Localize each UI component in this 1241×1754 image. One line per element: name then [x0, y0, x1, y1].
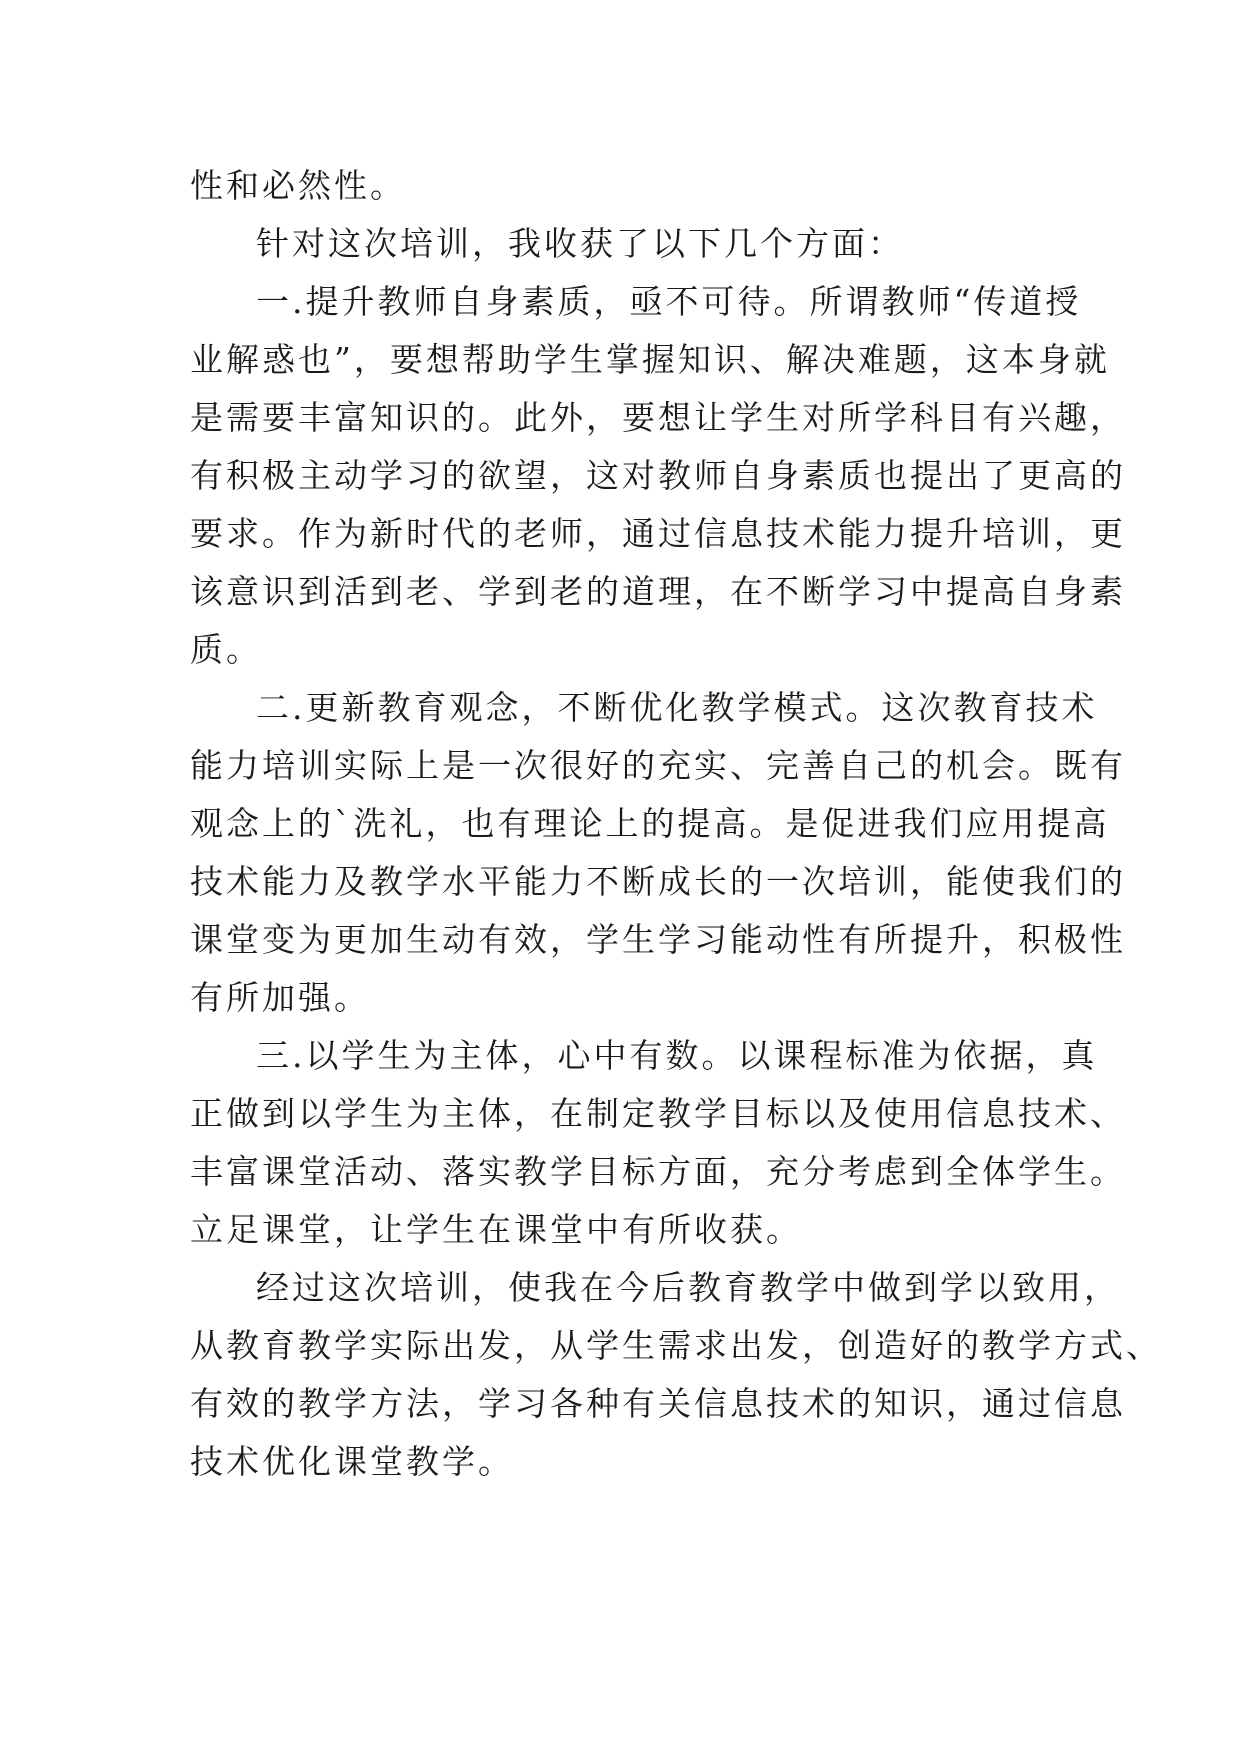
text-line: 有积极主动学习的欲望，这对教师自身素质也提出了更高的 [190, 456, 1126, 495]
text-line: 业解惑也”，要想帮助学生掌握知识、解决难题，这本身就 [190, 340, 1110, 379]
text-line: 有效的教学方法，学习各种有关信息技术的知识，通过信息 [190, 1384, 1126, 1423]
text-line: 质。 [190, 630, 262, 669]
document-body [190, 157, 1162, 1491]
text-line: 是需要丰富知识的。此外，要想让学生对所学科目有兴趣， [190, 398, 1126, 437]
text-line: 技术能力及教学水平能力不断成长的一次培训，能使我们的 [190, 862, 1126, 901]
text-line: 丰富课堂活动、落实教学目标方面，充分考虑到全体学生。 [190, 1152, 1126, 1191]
text-line: 该意识到活到老、学到老的道理，在不断学习中提高自身素 [190, 572, 1126, 611]
text-line: 有所加强。 [190, 978, 370, 1017]
text-line: 二.更新教育观念，不断优化教学模式。这次教育技术 [256, 688, 1098, 727]
text-line: 经过这次培训，使我在今后教育教学中做到学以致用， [256, 1268, 1120, 1307]
text-line: 观念上的`洗礼，也有理论上的提高。是促进我们应用提高 [190, 804, 1110, 843]
text-line: 针对这次培训，我收获了以下几个方面： [256, 224, 904, 263]
text-line: 技术优化课堂教学。 [190, 1442, 514, 1481]
text-line: 一.提升教师自身素质，亟不可待。所谓教师“传道授 [256, 282, 1082, 321]
text-line: 性和必然性。 [190, 166, 406, 205]
text-line: 立足课堂，让学生在课堂中有所收获。 [190, 1210, 802, 1249]
text-line: 课堂变为更加生动有效，学生学习能动性有所提升，积极性 [190, 920, 1126, 959]
text-line: 能力培训实际上是一次很好的充实、完善自己的机会。既有 [190, 746, 1126, 785]
text-line: 从教育教学实际出发，从学生需求出发，创造好的教学方式、 [190, 1326, 1162, 1365]
text-line: 三.以学生为主体，心中有数。以课程标准为依据，真 [256, 1036, 1098, 1075]
text-line: 要求。作为新时代的老师，通过信息技术能力提升培训，更 [190, 514, 1126, 553]
text-line: 正做到以学生为主体，在制定教学目标以及使用信息技术、 [190, 1094, 1126, 1133]
